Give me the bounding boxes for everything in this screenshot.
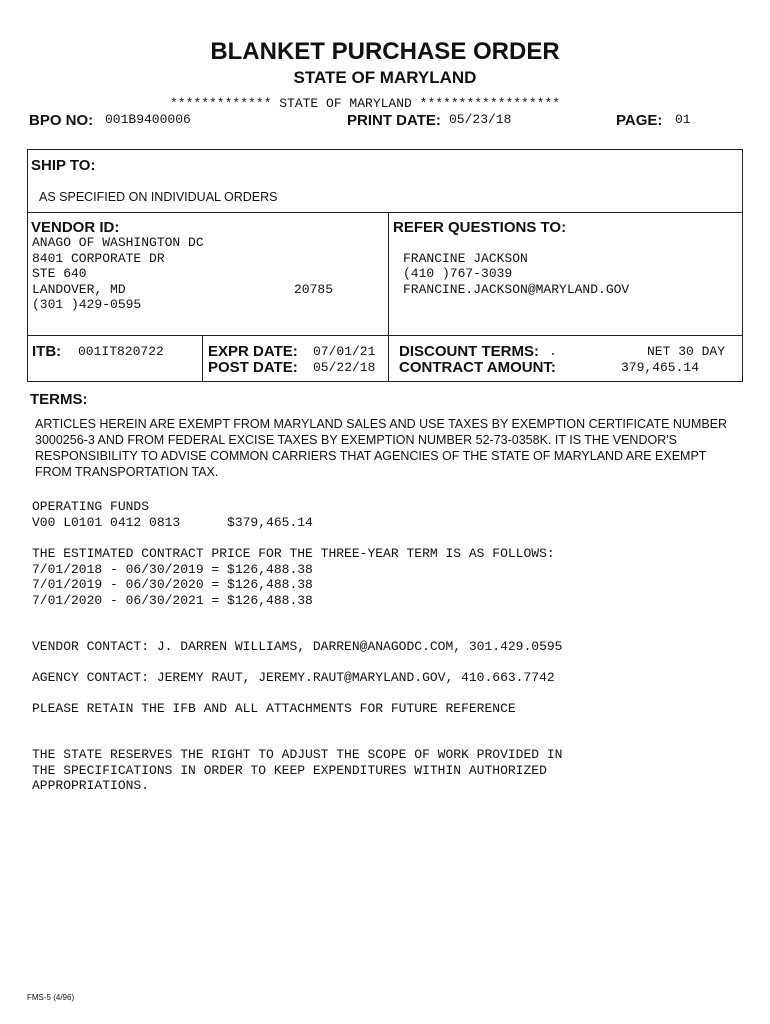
refer-name: FRANCINE JACKSON	[403, 251, 528, 266]
scope-reservation-block: THE STATE RESERVES THE RIGHT TO ADJUST THE SCOPE OF WORK PROVIDED IN THE SPECIFICATIONS IN ORDER TO KEEP EXPENDITURES WITHIN AUTHORIZED APPROPRIATIONS.	[32, 747, 563, 793]
expr-date-label: EXPR DATE:	[208, 343, 298, 360]
post-date-label: POST DATE:	[208, 359, 298, 376]
vendor-id-label: VENDOR ID:	[31, 219, 120, 236]
vendor-address-2: STE 640	[32, 266, 87, 281]
state-banner: ************* STATE OF MARYLAND ******************	[170, 96, 561, 111]
retain-notice-line: PLEASE RETAIN THE IFB AND ALL ATTACHMENTS FOR FUTURE REFERENCE	[32, 701, 516, 716]
discount-terms-label: DISCOUNT TERMS:	[399, 343, 539, 360]
itb-expr-divider	[202, 335, 203, 382]
form-id: FMS-5 (4/96)	[27, 993, 75, 1002]
vendor-contact-line: VENDOR CONTACT: J. DARREN WILLIAMS, DARREN@ANAGODC.COM, 301.429.0595	[32, 639, 563, 654]
operating-funds-block: OPERATING FUNDS V00 L0101 0412 0813 $379,465.14	[32, 499, 313, 530]
print-date-value: 05/23/18	[449, 112, 512, 127]
contract-amount-label: CONTRACT AMOUNT:	[399, 359, 556, 376]
document-title: BLANKET PURCHASE ORDER	[210, 38, 560, 65]
itb-label: ITB:	[32, 343, 62, 360]
discount-terms-value: NET 30 DAY	[647, 344, 726, 359]
contract-amount-value: 379,465.14	[621, 360, 700, 375]
post-date-value: 05/22/18	[313, 360, 376, 375]
tax-exemption-paragraph: ARTICLES HEREIN ARE EXEMPT FROM MARYLAND SALES AND USE TAXES BY EXEMPTION CERTIFICATE NUMBER 3000256-3 AND FROM FEDERAL EXCISE TAXES BY EXEMPTION NUMBER 52-73-0358K. IT IS THE VENDOR'S RESPONSIBILITY TO ADVISE COMMON CARRIERS THAT AGENCIES OF THE STATE OF MARYLAND ARE EXEMPT FROM TRANSPORTATION TAX.	[35, 417, 728, 479]
document-subtitle: STATE OF MARYLAND	[293, 68, 477, 87]
bpo-value: 001B9400006	[105, 112, 191, 127]
refer-email: FRANCINE.JACKSON@MARYLAND.GOV	[403, 282, 630, 297]
estimated-price-block: THE ESTIMATED CONTRACT PRICE FOR THE THREE-YEAR TERM IS AS FOLLOWS: 7/01/2018 - 06/30/2019 = $126,488.38 7/01/2019 - 06/30/2020 = $126,488.38 7/01/2020 - 06/30/2021 = $126,488.38	[32, 546, 555, 608]
itb-value: 001IT820722	[78, 344, 164, 359]
refer-phone: (410 )767-3039	[403, 266, 513, 281]
vendor-refer-divider	[388, 212, 389, 382]
vendor-city-state: LANDOVER, MD	[32, 282, 126, 297]
page-label: PAGE:	[616, 112, 663, 129]
discount-terms-dot: .	[549, 344, 557, 359]
ship-to-label: SHIP TO:	[31, 157, 96, 174]
vendor-name: ANAGO OF WASHINGTON DC	[32, 235, 204, 250]
refer-questions-label: REFER QUESTIONS TO:	[393, 219, 567, 236]
ship-to-value: AS SPECIFIED ON INDIVIDUAL ORDERS	[39, 190, 278, 204]
print-date-label: PRINT DATE:	[347, 112, 441, 129]
agency-contact-line: AGENCY CONTACT: JEREMY RAUT, JEREMY.RAUT@MARYLAND.GOV, 410.663.7742	[32, 670, 555, 685]
vendor-phone: (301 )429-0595	[32, 297, 142, 312]
terms-label: TERMS:	[30, 391, 88, 408]
page-value: 01	[675, 112, 691, 127]
vendor-divider	[27, 335, 743, 336]
ship-to-divider	[27, 212, 743, 213]
vendor-zip: 20785	[294, 282, 334, 297]
expr-date-value: 07/01/21	[313, 344, 376, 359]
bpo-label: BPO NO:	[29, 112, 94, 129]
vendor-address-1: 8401 CORPORATE DR	[32, 251, 165, 266]
